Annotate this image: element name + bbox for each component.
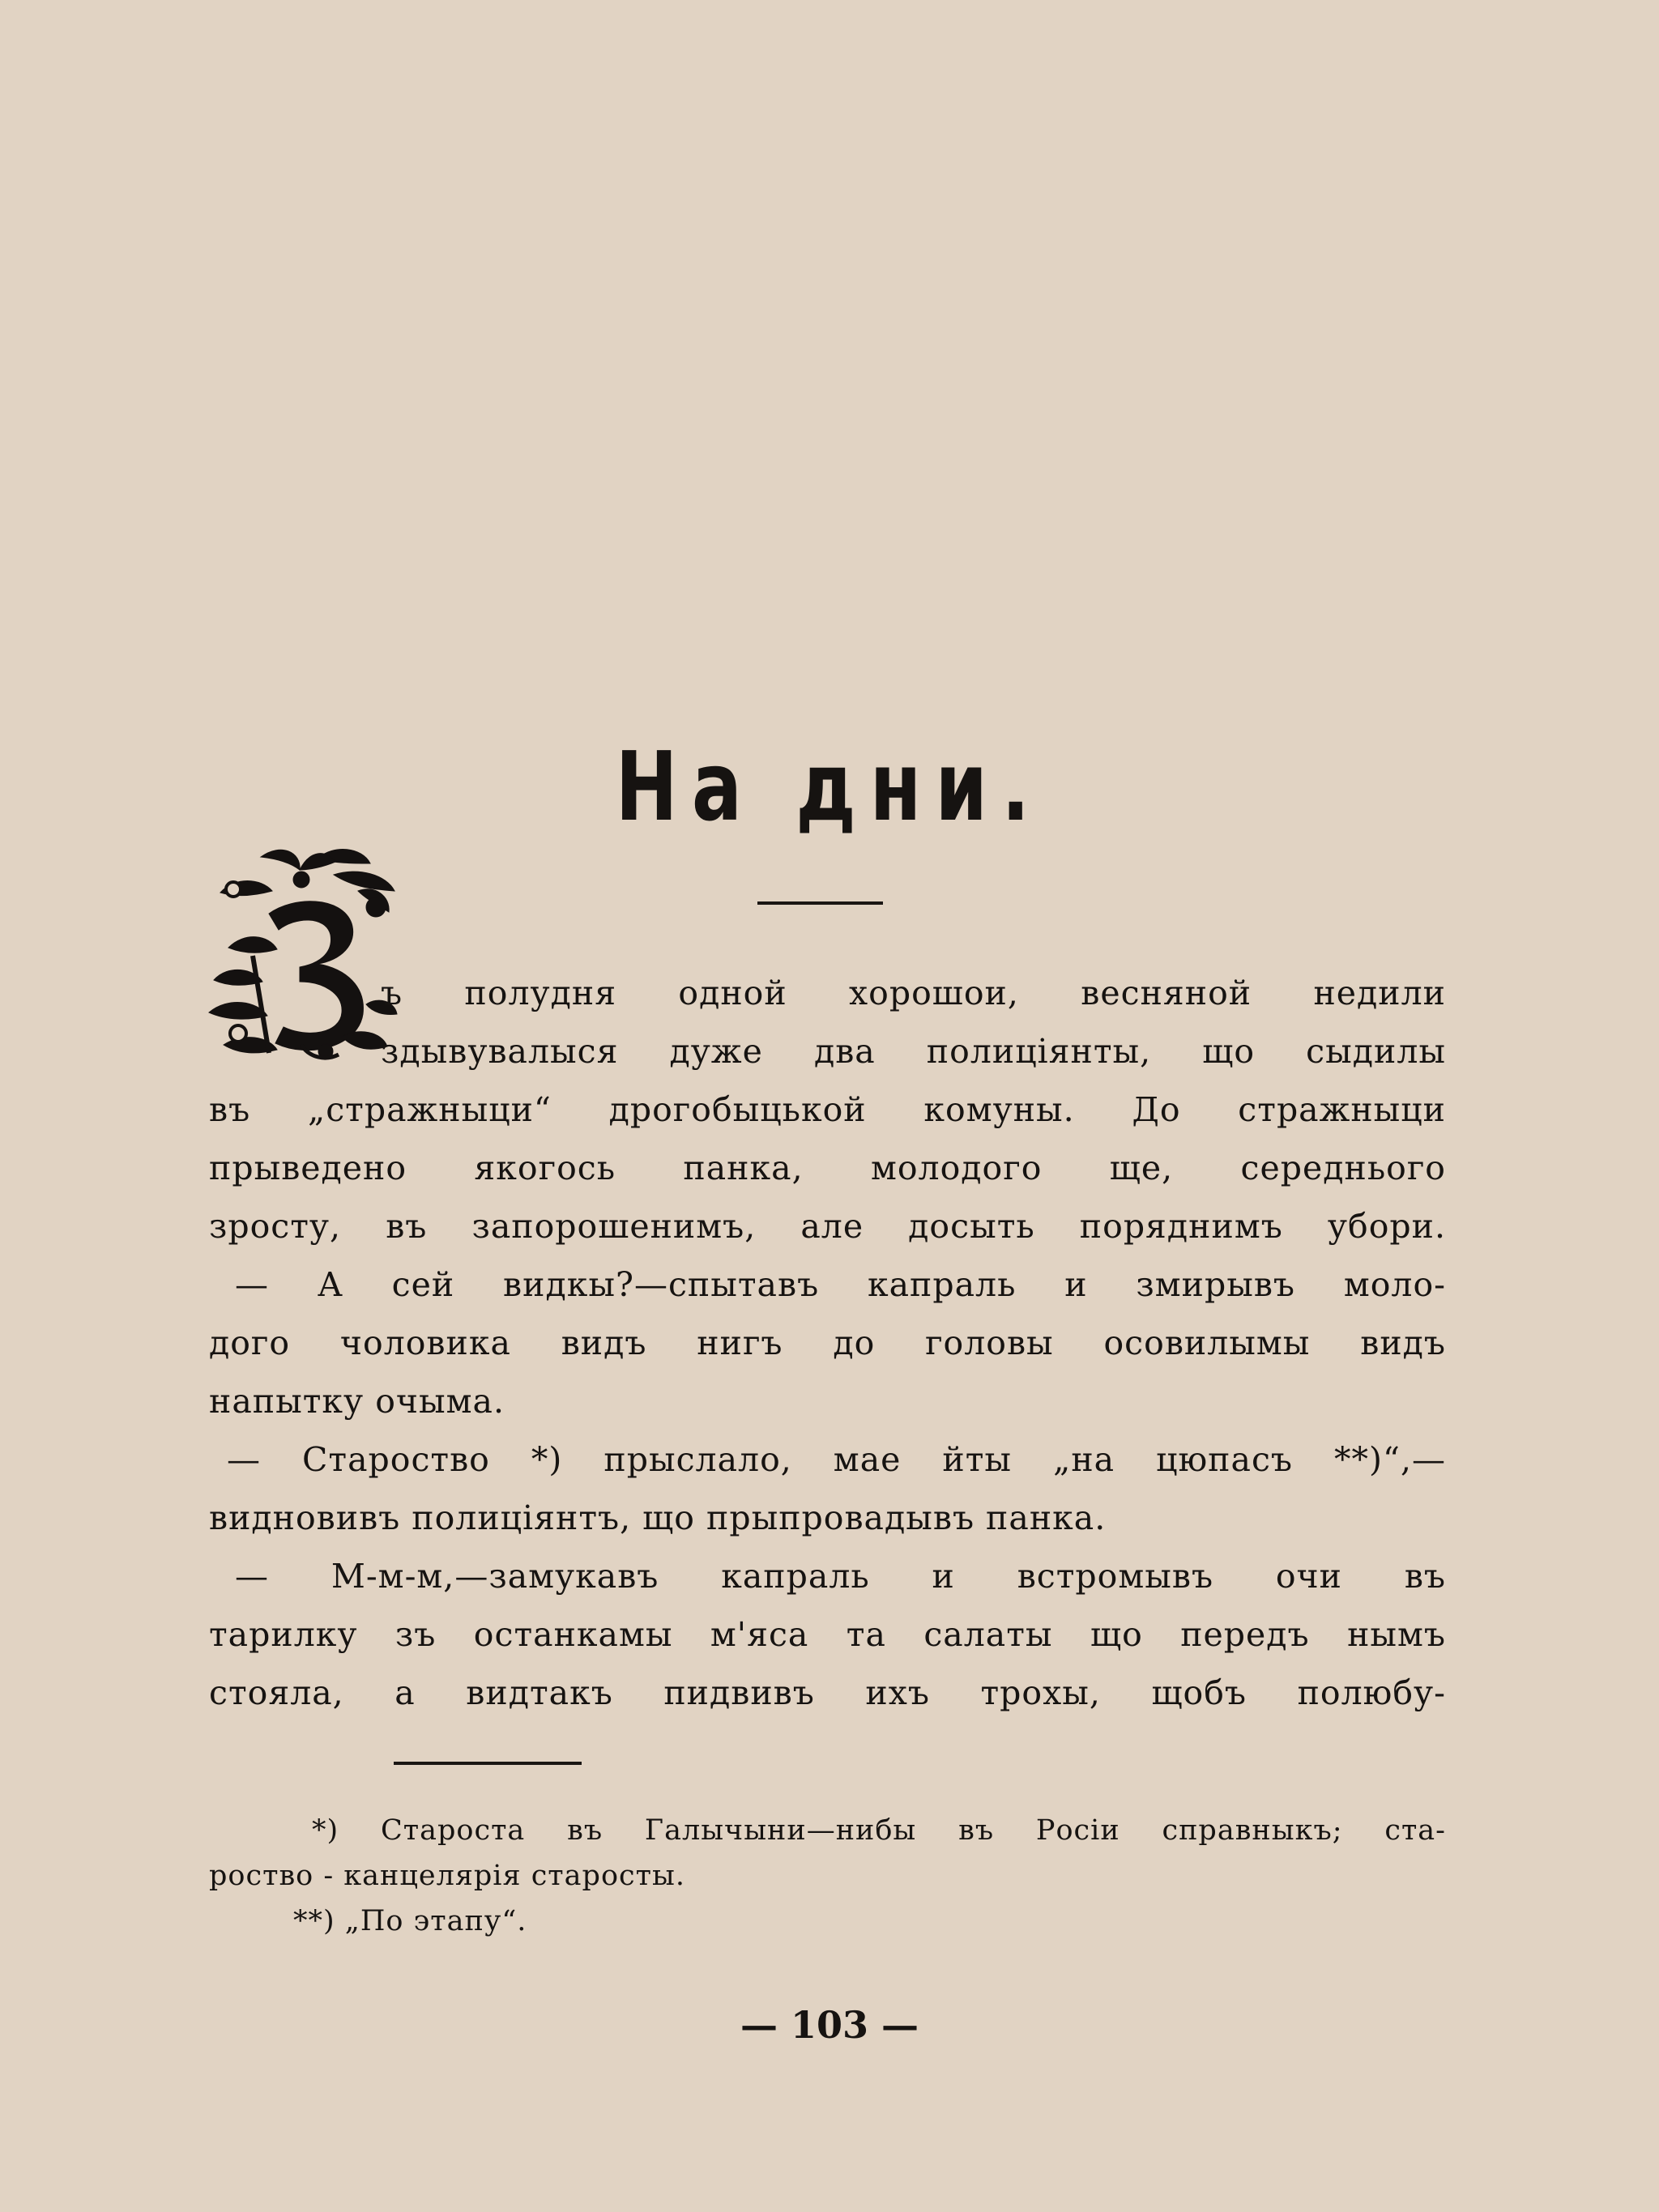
drop-cap-ornament	[204, 842, 399, 1063]
text-line: въ „стражныци“ дрогобыцькой комуны. До стражныци	[209, 1090, 1446, 1129]
chapter-title: На дни.	[615, 731, 1044, 842]
text-line: — М-м-м,—замукавъ капраль и встромывъ очи въ	[235, 1557, 1446, 1596]
page-number: — 103 —	[740, 2003, 919, 2047]
text-line: стояла, а видтакъ пидвивъ ихъ трохы, щобъ полюбу-	[209, 1673, 1446, 1712]
footnote-line: *) Староста въ Галычыни—нибы въ Росiи справныкъ; ста-	[312, 1814, 1446, 1847]
text-line: дого чоловика видъ нигъ до головы осовилымы видъ	[209, 1323, 1446, 1362]
text-line: напытку очыма.	[209, 1382, 505, 1421]
text-line: — Староство *) прыслало, мае йты „на цюпасъ **)“,—	[227, 1440, 1446, 1479]
text-line: — А сей видкы?—спытавъ капраль и змирывъ моло-	[235, 1265, 1446, 1304]
text-line: тарилку зъ останкамы м'яса та салаты що передъ нымъ	[209, 1615, 1446, 1654]
text-line: видновивъ полицiянтъ, що прыпровадывъ панка.	[209, 1498, 1107, 1537]
text-line: ъ полудня одной хорошои, весняной недили	[381, 974, 1446, 1012]
footnote-line: **) „По этапу“.	[293, 1905, 527, 1937]
footnote-line: роство - канцелярiя старосты.	[209, 1860, 685, 1892]
title-divider	[757, 901, 883, 905]
text-line: здывувалыся дуже два полицiянты, що сыдилы	[381, 1032, 1446, 1071]
text-line: прыведено якогось панка, молодого ще, середнього	[209, 1149, 1446, 1187]
text-line: зросту, въ запорошенимъ, але досыть поряднимъ убори.	[209, 1207, 1446, 1246]
footnote-divider	[394, 1762, 582, 1765]
